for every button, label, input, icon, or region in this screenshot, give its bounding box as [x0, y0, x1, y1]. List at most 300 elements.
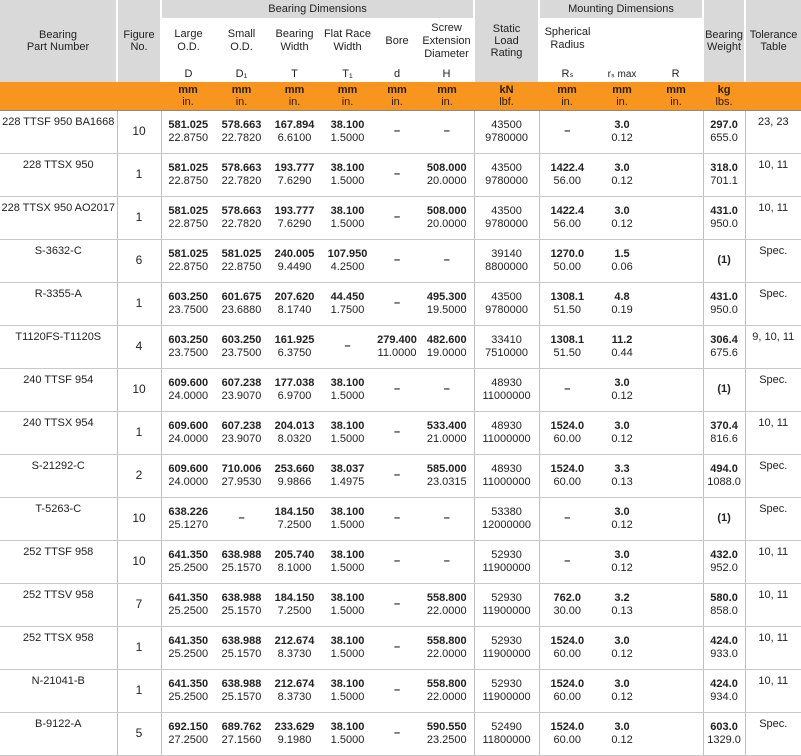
primary-value: 3.2: [614, 591, 630, 604]
primary-value: 762.0: [553, 591, 582, 604]
secondary-value: 8.1000: [277, 561, 312, 574]
figure-cell: 4: [117, 325, 161, 368]
value-cell-d1: [215, 411, 268, 454]
value-cell-d: [161, 239, 215, 282]
primary-value: 1524.0: [550, 677, 585, 690]
secondary-value: 933.0: [710, 647, 738, 660]
primary-value: 48930: [491, 376, 522, 389]
value-cell-c: [474, 497, 539, 540]
secondary-value: 25.2500: [168, 561, 209, 574]
primary-value: 638.988: [221, 548, 262, 561]
tolerance-cell: 23, 23: [745, 110, 801, 153]
value-cell-t1: [321, 712, 374, 755]
units-T1: [321, 82, 374, 110]
secondary-value: 0.12: [611, 647, 633, 660]
value-cell-t: [268, 669, 321, 712]
secondary-value: 8.0320: [277, 432, 312, 445]
secondary-value: 9780000: [485, 174, 528, 187]
value-cell-w: [703, 282, 745, 325]
value-cell-rs: [539, 110, 595, 153]
value-cell-rs: [539, 196, 595, 239]
symbol-R: R: [649, 64, 703, 82]
value-cell-r: [649, 497, 703, 540]
primary-value: 38.100: [330, 548, 365, 561]
value-cell-r: [649, 282, 703, 325]
primary-value: 578.663: [221, 204, 262, 217]
secondary-value: 858.0: [710, 604, 738, 617]
primary-value: 601.675: [221, 290, 262, 303]
unit-mm: mm: [178, 83, 198, 96]
primary-value: 3.0: [614, 161, 630, 174]
primary-value: 495.300: [426, 290, 467, 303]
value-cell-h: [420, 239, 474, 282]
value-cell-r: [649, 368, 703, 411]
units-D: [161, 82, 215, 110]
value-cell-d1: [215, 454, 268, 497]
table-row: [0, 454, 801, 497]
secondary-value: 23.9070: [221, 432, 262, 445]
primary-value: 43500: [491, 204, 522, 217]
value-cell-h: [420, 282, 474, 325]
primary-value: 432.0: [710, 548, 738, 561]
header-small-od-l1: Small: [227, 28, 256, 40]
value-cell-d: [161, 454, 215, 497]
primary-value: 581.025: [221, 247, 262, 260]
primary-value: –: [443, 512, 450, 524]
value-cell-t1: [321, 669, 374, 712]
primary-value: 581.025: [168, 204, 209, 217]
secondary-value: 22.8750: [168, 217, 209, 230]
secondary-value: 1.5000: [330, 690, 365, 703]
value-cell-r: [649, 540, 703, 583]
tolerance-cell: 10, 11: [745, 626, 801, 669]
part-number-cell: 240 TTSF 954: [0, 368, 117, 411]
secondary-value: 23.7500: [221, 346, 262, 359]
primary-value: 641.350: [168, 591, 209, 604]
secondary-value: 7.2500: [277, 604, 312, 617]
tolerance-cell: Spec.: [745, 454, 801, 497]
value-cell-rs: [595, 712, 649, 755]
primary-value: 39140: [491, 247, 522, 260]
primary-value: 641.350: [168, 677, 209, 690]
primary-value: 1524.0: [550, 634, 585, 647]
primary-value: –: [393, 254, 401, 266]
value-cell-d1: [215, 540, 268, 583]
primary-value: 1270.0: [550, 247, 585, 260]
secondary-value: 11000000: [482, 475, 531, 488]
value-cell-c: [474, 540, 539, 583]
primary-value: 638.988: [221, 591, 262, 604]
secondary-value: 23.7500: [168, 303, 209, 316]
secondary-value: 22.0000: [426, 690, 467, 703]
value-cell-d1: [215, 196, 268, 239]
primary-value: 431.0: [710, 204, 738, 217]
value-cell-h: [420, 454, 474, 497]
primary-value: 48930: [491, 462, 522, 475]
value-cell-c: [474, 325, 539, 368]
unit-lbs: lbs.: [715, 95, 733, 108]
value-cell-d: [161, 540, 215, 583]
primary-value: –: [443, 383, 450, 395]
value-cell-d: [161, 669, 215, 712]
value-cell-w: [703, 712, 745, 755]
primary-value: 38.100: [330, 505, 365, 518]
secondary-value: 25.2500: [168, 604, 209, 617]
secondary-value: 0.12: [611, 217, 633, 230]
primary-value: 603.250: [168, 290, 209, 303]
value-cell-r: [649, 626, 703, 669]
secondary-value: 25.1270: [168, 518, 209, 531]
value-cell-w: [703, 110, 745, 153]
value-cell-t: [268, 626, 321, 669]
primary-value: 38.037: [330, 462, 365, 475]
header-bearing-dimensions: Bearing Dimensions: [161, 0, 474, 18]
primary-value: 1308.1: [550, 290, 585, 303]
primary-value: 53380: [491, 505, 522, 518]
unit-mm: mm: [337, 83, 358, 96]
primary-value: 233.629: [274, 720, 315, 733]
primary-value: 212.674: [274, 634, 315, 647]
figure-cell: 1: [117, 282, 161, 325]
value-cell-w: [703, 153, 745, 196]
primary-value: 43500: [491, 161, 522, 174]
tolerance-cell: Spec.: [745, 368, 801, 411]
primary-value: 3.0: [614, 419, 630, 432]
unit-in: in.: [616, 95, 628, 108]
value-cell-t: [268, 411, 321, 454]
value-cell-rs: [595, 153, 649, 196]
primary-value: 581.025: [168, 118, 209, 131]
primary-value: 193.777: [274, 161, 315, 174]
primary-value: –: [238, 512, 245, 524]
tolerance-cell: Spec.: [745, 497, 801, 540]
secondary-value: 0.12: [611, 690, 633, 703]
primary-value: 370.4: [710, 419, 738, 432]
header-weight-line1: Bearing: [705, 29, 743, 41]
value-cell-rs: [595, 368, 649, 411]
secondary-value: 7.2500: [277, 518, 312, 531]
units-blank-fig: [117, 82, 161, 110]
primary-value: 38.100: [330, 161, 365, 174]
secondary-value: 9780000: [485, 217, 528, 230]
secondary-value: 25.1570: [221, 604, 262, 617]
primary-value: 482.600: [426, 333, 467, 346]
primary-value: –: [564, 512, 571, 524]
primary-value: 48930: [491, 419, 522, 432]
value-cell-d: [374, 669, 420, 712]
unit-mm: mm: [557, 83, 577, 96]
secondary-value: 1.5000: [330, 604, 365, 617]
primary-value: 508.000: [426, 204, 467, 217]
secondary-value: 11900000: [482, 690, 531, 703]
primary-value: 207.620: [274, 290, 315, 303]
units-D1: [215, 82, 268, 110]
value-cell-w: [703, 497, 745, 540]
header-small-od: [215, 18, 268, 64]
units-Rs: [539, 82, 595, 110]
table-row: [0, 282, 801, 325]
value-cell-t1: [321, 153, 374, 196]
secondary-value: 11.0000: [377, 346, 417, 359]
secondary-value: 11900000: [482, 647, 531, 660]
secondary-value: 22.8750: [168, 131, 209, 144]
primary-value: 689.762: [221, 720, 262, 733]
primary-value: 3.0: [614, 376, 630, 389]
secondary-value: 51.50: [553, 303, 582, 316]
secondary-value: 22.8750: [168, 174, 209, 187]
primary-value: (1): [717, 512, 731, 524]
primary-value: 43500: [491, 118, 522, 131]
symbol-d: d: [393, 68, 401, 80]
part-number-cell: 228 TTSF 950 BA1668: [0, 110, 117, 153]
secondary-value: 6.6100: [277, 131, 312, 144]
secondary-value: 0.44: [611, 346, 633, 359]
units-blank-pn: [0, 82, 117, 110]
value-cell-d: [374, 196, 420, 239]
primary-value: –: [393, 555, 401, 567]
value-cell-t: [268, 712, 321, 755]
header-weight: [703, 0, 745, 82]
units-R: [649, 82, 703, 110]
secondary-value: 27.2500: [168, 733, 209, 746]
symbol-H: H: [420, 64, 474, 82]
value-cell-d: [161, 282, 215, 325]
secondary-value: 0.13: [611, 475, 633, 488]
table-row: [0, 196, 801, 239]
secondary-value: 11900000: [482, 561, 531, 574]
symbol-D: D: [184, 68, 193, 80]
value-cell-r: [649, 153, 703, 196]
value-cell-d1: [215, 239, 268, 282]
value-cell-d1: [215, 497, 268, 540]
part-number-cell: R-3355-A: [0, 282, 117, 325]
primary-value: 603.250: [168, 333, 209, 346]
secondary-value: 21.0000: [426, 432, 467, 445]
primary-value: 590.550: [426, 720, 467, 733]
value-cell-h: [420, 368, 474, 411]
primary-value: –: [443, 555, 450, 567]
tolerance-cell: 10, 11: [745, 583, 801, 626]
tolerance-cell: 10, 11: [745, 153, 801, 196]
primary-value: 581.025: [168, 247, 209, 260]
value-cell-t: [268, 454, 321, 497]
value-cell-d: [161, 626, 215, 669]
value-cell-w: [703, 239, 745, 282]
secondary-value: 1.5000: [330, 131, 365, 144]
secondary-value: 25.1570: [221, 690, 262, 703]
primary-value: 1308.1: [550, 333, 585, 346]
secondary-value: 60.00: [553, 733, 582, 746]
figure-cell: 6: [117, 239, 161, 282]
primary-value: 161.925: [274, 333, 315, 346]
secondary-value: 22.7820: [221, 174, 262, 187]
table-row: [0, 325, 801, 368]
value-cell-t: [268, 497, 321, 540]
value-cell-rs: [595, 110, 649, 153]
value-cell-d1: [215, 325, 268, 368]
primary-value: 297.0: [710, 118, 738, 131]
header-bearing-width: [268, 18, 321, 64]
secondary-value: 27.9530: [221, 475, 262, 488]
value-cell-r: [649, 583, 703, 626]
header-screw-extension: [420, 18, 474, 64]
primary-value: 205.740: [274, 548, 315, 561]
value-cell-rs: [595, 583, 649, 626]
value-cell-rs: [595, 196, 649, 239]
header-sr-l2: Radius: [550, 39, 585, 51]
symbol-rs-max: rₛ max: [607, 69, 637, 80]
value-cell-rs: [539, 282, 595, 325]
part-number-cell: S-3632-C: [0, 239, 117, 282]
primary-value: 3.3: [614, 462, 630, 475]
header-mounting-dimensions: Mounting Dimensions: [539, 0, 703, 18]
symbol-T1: T₁: [342, 68, 353, 80]
value-cell-h: [420, 325, 474, 368]
primary-value: 193.777: [274, 204, 315, 217]
value-cell-t1: [321, 239, 374, 282]
value-cell-h: [420, 712, 474, 755]
table-header: [0, 0, 801, 110]
primary-value: –: [443, 254, 450, 266]
secondary-value: 701.1: [710, 174, 738, 187]
primary-value: 638.988: [221, 634, 262, 647]
secondary-value: 23.2500: [426, 733, 467, 746]
primary-value: 38.100: [330, 204, 365, 217]
value-cell-d1: [215, 712, 268, 755]
value-cell-w: [703, 540, 745, 583]
value-cell-d: [161, 325, 215, 368]
secondary-value: 11800000: [482, 733, 531, 746]
unit-in: in.: [235, 95, 248, 108]
primary-value: 641.350: [168, 634, 209, 647]
value-cell-t1: [321, 196, 374, 239]
units-C: [474, 82, 539, 110]
part-number-cell: 228 TTSX 950 AO2017: [0, 196, 117, 239]
primary-value: 38.100: [330, 634, 365, 647]
secondary-value: 20.0000: [426, 217, 467, 230]
value-cell-rs: [595, 454, 649, 497]
secondary-value: 24.0000: [168, 432, 209, 445]
table-row: [0, 583, 801, 626]
value-cell-d: [374, 239, 420, 282]
value-cell-d1: [215, 282, 268, 325]
value-cell-h: [420, 153, 474, 196]
value-cell-d: [374, 153, 420, 196]
header-se-l3: Diameter: [424, 47, 469, 60]
value-cell-rs: [595, 540, 649, 583]
value-cell-h: [420, 540, 474, 583]
secondary-value: 23.6880: [221, 303, 262, 316]
symbol-Rs: Rₛ: [561, 68, 574, 80]
secondary-value: 0.19: [611, 303, 633, 316]
secondary-value: 8800000: [485, 260, 528, 273]
primary-value: 607.238: [221, 419, 262, 432]
primary-value: –: [393, 211, 401, 223]
primary-value: 253.660: [274, 462, 315, 475]
value-cell-d: [161, 411, 215, 454]
unit-in: in.: [670, 95, 682, 108]
secondary-value: 0.12: [611, 733, 633, 746]
value-cell-rs: [595, 325, 649, 368]
primary-value: 1.5: [614, 247, 630, 260]
part-number-cell: 228 TTSX 950: [0, 153, 117, 196]
secondary-value: 22.8750: [168, 260, 209, 273]
value-cell-d: [374, 325, 420, 368]
primary-value: 603.250: [221, 333, 262, 346]
value-cell-rs: [539, 239, 595, 282]
tolerance-cell: Spec.: [745, 712, 801, 755]
value-cell-d: [374, 282, 420, 325]
secondary-value: 9.1980: [277, 733, 312, 746]
primary-value: (1): [717, 383, 731, 395]
secondary-value: 60.00: [553, 690, 582, 703]
figure-cell: 1: [117, 196, 161, 239]
header-small-od-l2: O.D.: [230, 41, 253, 53]
primary-value: 638.226: [168, 505, 209, 518]
secondary-value: 1.5000: [330, 217, 365, 230]
secondary-value: 0.12: [611, 561, 633, 574]
secondary-value: 22.8750: [221, 260, 262, 273]
secondary-value: 25.2500: [168, 690, 209, 703]
primary-value: 558.800: [426, 591, 467, 604]
value-cell-r: [649, 712, 703, 755]
value-cell-rs: [539, 669, 595, 712]
secondary-value: 9780000: [485, 131, 528, 144]
part-number-cell: 240 TTSX 954: [0, 411, 117, 454]
primary-value: 641.350: [168, 548, 209, 561]
value-cell-h: [420, 669, 474, 712]
secondary-value: 23.0315: [426, 475, 467, 488]
figure-cell: 2: [117, 454, 161, 497]
part-number-cell: 252 TTSX 958: [0, 626, 117, 669]
primary-value: 3.0: [614, 634, 630, 647]
secondary-value: 30.00: [553, 604, 582, 617]
secondary-value: 1.7500: [330, 303, 365, 316]
value-cell-rs: [539, 540, 595, 583]
part-number-cell: S-21292-C: [0, 454, 117, 497]
primary-value: 533.400: [426, 419, 467, 432]
value-cell-d1: [215, 153, 268, 196]
primary-value: 184.150: [274, 505, 315, 518]
header-part-number-line2: Part Number: [26, 41, 90, 53]
value-cell-d: [161, 153, 215, 196]
unit-in: in.: [341, 95, 354, 108]
value-cell-d: [374, 583, 420, 626]
table-row: [0, 540, 801, 583]
value-cell-rs: [595, 497, 649, 540]
header-tolerance: [745, 0, 801, 82]
primary-value: 424.0: [710, 634, 738, 647]
secondary-value: 25.2500: [168, 647, 209, 660]
primary-value: 494.0: [710, 462, 738, 475]
symbol-D1: D₁: [235, 68, 248, 80]
part-number-cell: T-5263-C: [0, 497, 117, 540]
secondary-value: 60.00: [553, 647, 582, 660]
primary-value: 38.100: [330, 419, 365, 432]
unit-in: in.: [182, 95, 194, 108]
value-cell-t: [268, 153, 321, 196]
primary-value: –: [393, 426, 401, 438]
value-cell-t: [268, 110, 321, 153]
value-cell-d1: [215, 110, 268, 153]
primary-value: 1422.4: [550, 204, 585, 217]
header-static-line1: Static: [492, 23, 521, 35]
primary-value: 558.800: [426, 634, 467, 647]
secondary-value: 1.5000: [330, 561, 365, 574]
primary-value: 609.600: [168, 376, 209, 389]
value-cell-rs: [539, 153, 595, 196]
primary-value: 581.025: [168, 161, 209, 174]
